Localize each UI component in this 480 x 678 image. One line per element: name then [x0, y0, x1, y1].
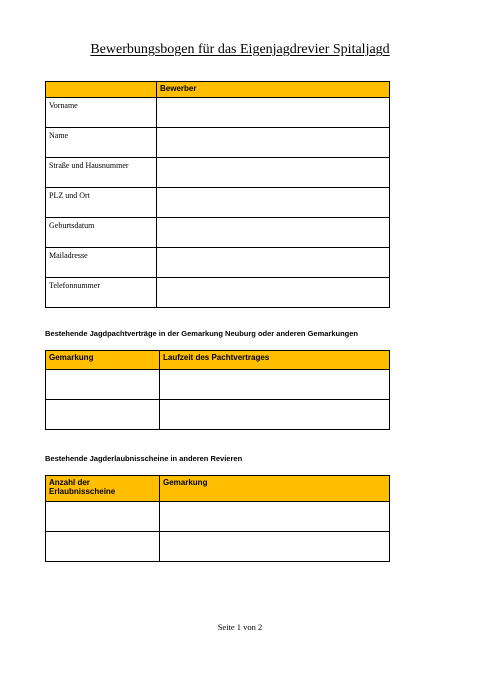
field-label-plz-ort: PLZ und Ort — [46, 188, 157, 218]
field-input-street[interactable] — [157, 158, 390, 188]
permits-table — [45, 475, 390, 562]
applicant-table — [45, 81, 390, 308]
permits-cell[interactable] — [46, 532, 160, 562]
permits-cell[interactable] — [160, 532, 390, 562]
field-input-phone[interactable] — [157, 278, 390, 308]
permits-cell[interactable] — [46, 502, 160, 532]
leases-heading: Bestehende Jagdpachtverträge in der Gemarkung Neuburg oder anderen Gemarkungen — [45, 329, 358, 338]
leases-cell[interactable] — [160, 400, 390, 430]
field-input-birthdate[interactable] — [157, 218, 390, 248]
field-label-phone: Telefonnummer — [46, 278, 157, 308]
leases-col-gemarkung: Gemarkung — [46, 351, 160, 370]
permits-col-count: Anzahl der Erlaubnisscheine — [46, 476, 160, 502]
permits-col-gemarkung: Gemarkung — [160, 476, 390, 502]
leases-col-laufzeit: Laufzeit des Pachtvertrages — [160, 351, 390, 370]
applicant-header-blank — [46, 82, 157, 98]
leases-cell[interactable] — [46, 370, 160, 400]
leases-cell[interactable] — [160, 370, 390, 400]
permits-heading: Bestehende Jagderlaubnisscheine in anderen Revieren — [45, 454, 243, 463]
leases-table — [45, 350, 390, 430]
field-input-email[interactable] — [157, 248, 390, 278]
field-label-street: Straße und Hausnummer — [46, 158, 157, 188]
field-input-name[interactable] — [157, 128, 390, 158]
field-input-vorname[interactable] — [157, 98, 390, 128]
permits-cell[interactable] — [160, 502, 390, 532]
field-label-name: Name — [46, 128, 157, 158]
field-label-email: Mailadresse — [46, 248, 157, 278]
field-input-plz-ort[interactable] — [157, 188, 390, 218]
leases-cell[interactable] — [46, 400, 160, 430]
field-label-vorname: Vorname — [46, 98, 157, 128]
document-title: Bewerbungsbogen für das Eigenjagdrevier Spitaljagd — [90, 42, 390, 57]
applicant-header: Bewerber — [157, 82, 390, 98]
page-footer: Seite 1 von 2 — [217, 622, 263, 632]
field-label-birthdate: Geburtsdatum — [46, 218, 157, 248]
